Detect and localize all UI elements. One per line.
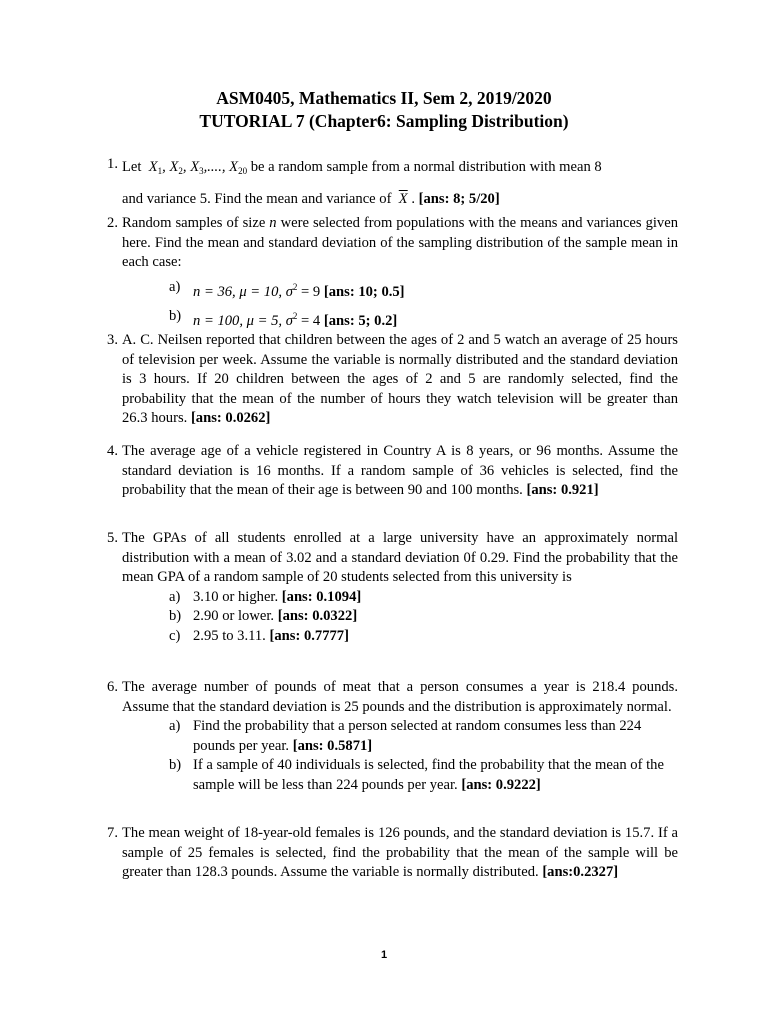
document-title-line2: TUTORIAL 7 (Chapter6: Sampling Distribution)	[199, 111, 569, 131]
sub-question-a: a) Find the probability that a person selected at random consumes less than 224 pounds per year. [ans: 0.5871]	[169, 718, 642, 754]
answer: [ans: 0.7777]	[269, 627, 349, 644]
question-number: 7.	[107, 825, 118, 841]
answer: [ans: 0.0262]	[190, 410, 271, 427]
answer: [ans: 0.0322]	[277, 608, 358, 625]
answer: [ans: 0.5871]	[292, 737, 373, 754]
question-4	[107, 442, 678, 501]
question-6	[107, 678, 678, 796]
question-text: Let	[122, 159, 142, 175]
question-7	[107, 824, 678, 883]
answer: [ans: 0.9222]	[461, 776, 541, 793]
question-text: The GPAs of all students enrolled at a large university have an approximately normal distribution with a mean of 3.02 and a standard deviation 0f 0.29. Find the probability that the mean GPA of a random sample of 20 students selected from this university is	[122, 530, 678, 586]
sample-mean-symbol: $\overline{X}$	[398, 191, 408, 207]
page-number: 1	[380, 949, 388, 961]
sub-question-b: b) 2.90 or lower. [ans: 0.0322]	[169, 608, 358, 625]
answer: [ans: 10; 0.5]	[323, 283, 405, 300]
question-text: The average age of a vehicle registered in Country A is 8 years, or 96 months. Assume the standard deviation is 16 months. If a random sample of 36 vehicles is selected, find the probability that the mean of their age is between 90 and 100 months.	[122, 443, 678, 499]
sub-question-a: a) n = 36, μ = 10, $\sigma^2 = 9$ [ans: 10; 0.5]	[169, 278, 405, 300]
question-text: The mean weight of 18-year-old females is 126 pounds, and the standard deviation is 15.7. If a sample of 25 females is selected, find the probability that the mean of the sample will be greater than 128.3 pounds. Assume the variable is normally distributed.	[122, 825, 678, 881]
question-text: A. C. Neilsen reported that children between the ages of 2 and 5 watch an average of 25 hours of television per week. Assume the variable is normally distributed and the standard deviation is 3 hours. If 20 children between the ages of 2 and 5 are randomly selected, find the probability that the mean of the number of hours they watch television will be greater than 26.3 hours.	[122, 332, 678, 427]
question-text: were selected from populations with the means and variances given here. Find the mean and standard deviation of the sampling distribution of the sample mean in each case:	[122, 215, 678, 271]
question-number: 1.	[107, 156, 118, 172]
random-sample-variables: $X_1$, $X_2$, $X_3$,...., $X_{20}$	[148, 159, 248, 176]
question-number: 5.	[107, 530, 118, 546]
answer: [ans: 8; 5/20]	[418, 191, 500, 207]
answer: [ans: 0.921]	[526, 482, 599, 499]
answer: [ans: 5; 0.2]	[323, 312, 398, 329]
sample-size-symbol: n	[269, 215, 277, 231]
sub-question-b: b) If a sample of 40 individuals is selected, find the probability that the mean of the sample will be less than 224 pounds per year. [ans: 0.9222]	[169, 757, 664, 793]
question-5	[107, 529, 678, 647]
question-number: 4.	[107, 443, 118, 459]
answer: [ans:0.2327]	[542, 864, 619, 881]
document-title-line1: ASM0405, Mathematics II, Sem 2, 2019/2020	[216, 88, 552, 108]
question-text: Random samples of size	[122, 215, 266, 231]
question-2	[107, 214, 678, 333]
answer: [ans: 0.1094]	[281, 588, 362, 605]
sub-question-a: a) 3.10 or higher. [ans: 0.1094]	[169, 588, 362, 605]
question-text: be a random sample from a normal distribution with mean 8	[250, 159, 602, 175]
question-number: 6.	[107, 679, 118, 695]
question-text: and variance 5. Find the mean and variance of	[122, 191, 392, 207]
question-number: 3.	[107, 332, 118, 348]
question-1: 1. Let $X_1$, $X_2$, $X_3$,...., $X_{20}$ be a random sample from a normal distribution with mean 8 and variance 5. Find the mean and variance of $\overline{X}$ . [ans: 8; 5/20]	[107, 156, 602, 207]
question-number: 2.	[107, 215, 118, 231]
question-text: The average number of pounds of meat that a person consumes a year is 218.4 pounds. Assume that the standard deviation is 25 pounds and the distribution is approximately normal.	[122, 679, 678, 715]
sub-question-c: c) 2.95 to 3.11. [ans: 0.7777]	[169, 627, 349, 644]
sub-question-b: b) n = 100, μ = 5, $\sigma^2 = 4$ [ans: 5; 0.2]	[169, 307, 398, 329]
question-3	[107, 331, 678, 429]
